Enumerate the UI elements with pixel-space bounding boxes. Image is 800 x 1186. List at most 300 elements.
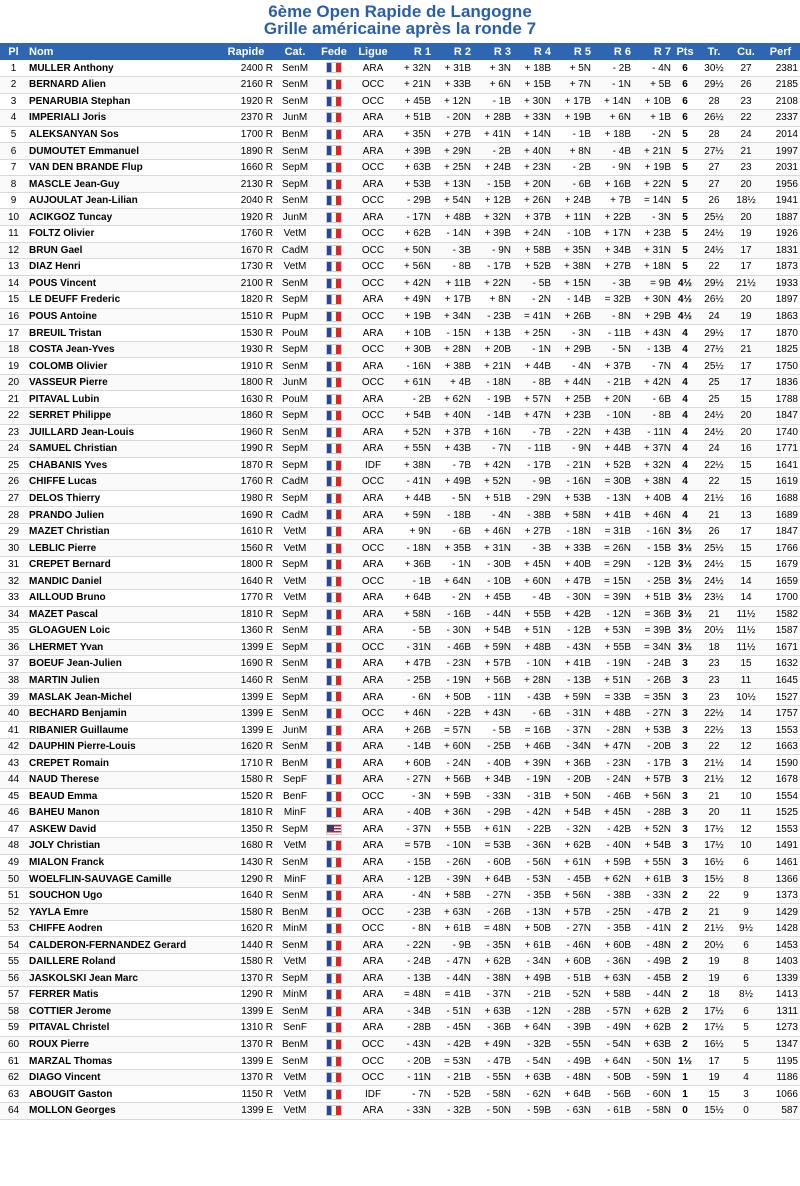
- cell-pts: 3: [673, 755, 697, 772]
- cell-rapide: 2130 R: [217, 176, 275, 193]
- cell-perf: 1933: [761, 275, 800, 292]
- cell-r5: - 22N: [553, 424, 593, 441]
- table-row[interactable]: [0, 937, 800, 954]
- cell-fede: [315, 788, 353, 805]
- cell-r4: + 61B: [513, 937, 553, 954]
- cell-tr: 21½: [697, 772, 731, 789]
- cell-pl: 61: [0, 1053, 27, 1070]
- cell-tr: 17½: [697, 821, 731, 838]
- table-row[interactable]: [0, 474, 800, 491]
- cell-name: PENARUBIA Stephan: [27, 93, 217, 110]
- cell-perf: 1582: [761, 606, 800, 623]
- table-row[interactable]: [0, 738, 800, 755]
- cell-r5: + 15N: [553, 275, 593, 292]
- cell-perf: 2185: [761, 77, 800, 94]
- cell-r6: + 53N: [593, 623, 633, 640]
- cell-name: MANDIC Daniel: [27, 573, 217, 590]
- cell-cat: SenM: [275, 937, 315, 954]
- france-flag-icon: [326, 774, 342, 785]
- cell-cu: 14: [731, 573, 761, 590]
- col-header-pts[interactable]: Pts: [673, 43, 697, 60]
- cell-pts: 5: [673, 192, 697, 209]
- cell-fede: [315, 407, 353, 424]
- cell-r7: - 45B: [633, 970, 673, 987]
- cell-cat: VetM: [275, 1086, 315, 1103]
- cell-ligue: ARA: [353, 937, 393, 954]
- cell-name: BOEUF Jean-Julien: [27, 656, 217, 673]
- table-row[interactable]: [0, 573, 800, 590]
- col-header-r5[interactable]: R 5: [553, 43, 593, 60]
- cell-cat: SenM: [275, 192, 315, 209]
- cell-tr: 18: [697, 639, 731, 656]
- cell-tr: 23: [697, 689, 731, 706]
- cell-pl: 46: [0, 805, 27, 822]
- table-row[interactable]: [0, 722, 800, 739]
- cell-r7: - 60N: [633, 1086, 673, 1103]
- cell-perf: 1926: [761, 225, 800, 242]
- table-row[interactable]: [0, 292, 800, 309]
- cell-r5: - 28B: [553, 1003, 593, 1020]
- cell-cu: 23: [731, 159, 761, 176]
- cell-cu: 11: [731, 672, 761, 689]
- cell-perf: 1527: [761, 689, 800, 706]
- cell-rapide: 1370 R: [217, 1069, 275, 1086]
- cell-ligue: ARA: [353, 805, 393, 822]
- cell-cu: 17: [731, 325, 761, 342]
- table-row[interactable]: [0, 987, 800, 1004]
- france-flag-icon: [326, 344, 342, 355]
- cell-fede: [315, 93, 353, 110]
- cell-rapide: 1560 R: [217, 540, 275, 557]
- france-flag-icon: [326, 162, 342, 173]
- cell-r1: - 4N: [393, 887, 433, 904]
- table-row[interactable]: [0, 77, 800, 94]
- table-row[interactable]: [0, 788, 800, 805]
- cell-rapide: 1399 E: [217, 722, 275, 739]
- cell-cat: SenM: [275, 672, 315, 689]
- cell-r7: - 28B: [633, 805, 673, 822]
- table-row[interactable]: [0, 805, 800, 822]
- cell-pl: 50: [0, 871, 27, 888]
- cell-rapide: 1610 R: [217, 523, 275, 540]
- cell-cu: 14: [731, 755, 761, 772]
- cell-ligue: OCC: [353, 540, 393, 557]
- cell-r7: - 4N: [633, 60, 673, 77]
- cell-r7: - 26B: [633, 672, 673, 689]
- cell-pl: 4: [0, 110, 27, 127]
- cell-cat: CadM: [275, 242, 315, 259]
- france-flag-icon: [326, 394, 342, 405]
- cell-perf: 1553: [761, 722, 800, 739]
- table-row[interactable]: [0, 705, 800, 722]
- table-row[interactable]: [0, 623, 800, 640]
- cell-r6: - 8N: [593, 308, 633, 325]
- table-row[interactable]: [0, 242, 800, 259]
- cell-r1: - 23B: [393, 904, 433, 921]
- table-row[interactable]: [0, 358, 800, 375]
- table-row[interactable]: [0, 656, 800, 673]
- cell-r7: + 23B: [633, 225, 673, 242]
- cell-name: MAZET Pascal: [27, 606, 217, 623]
- cell-r1: - 2B: [393, 391, 433, 408]
- cell-perf: 1347: [761, 1036, 800, 1053]
- cell-cat: CadM: [275, 507, 315, 524]
- france-flag-icon: [326, 956, 342, 967]
- cell-r1: = 48N: [393, 987, 433, 1004]
- cell-ligue: OCC: [353, 192, 393, 209]
- cell-r5: + 58N: [553, 507, 593, 524]
- cell-pts: 3: [673, 854, 697, 871]
- cell-r3: - 11N: [473, 689, 513, 706]
- table-row[interactable]: [0, 407, 800, 424]
- cell-r1: + 42N: [393, 275, 433, 292]
- cell-fede: [315, 1069, 353, 1086]
- col-header-tr[interactable]: Tr.: [697, 43, 731, 60]
- cell-ligue: IDF: [353, 1086, 393, 1103]
- cell-r4: - 35B: [513, 887, 553, 904]
- cell-cat: SepM: [275, 556, 315, 573]
- table-row[interactable]: [0, 308, 800, 325]
- cell-cat: MinF: [275, 871, 315, 888]
- cell-r3: - 55N: [473, 1069, 513, 1086]
- cell-pl: 44: [0, 772, 27, 789]
- cell-r4: - 3B: [513, 540, 553, 557]
- col-header-r4[interactable]: R 4: [513, 43, 553, 60]
- cell-r4: - 29N: [513, 490, 553, 507]
- cell-r3: = 48N: [473, 920, 513, 937]
- table-row[interactable]: [0, 159, 800, 176]
- cell-rapide: 1920 R: [217, 93, 275, 110]
- cell-perf: 2381: [761, 60, 800, 77]
- table-row[interactable]: [0, 838, 800, 855]
- cell-pts: 1½: [673, 1053, 697, 1070]
- table-row[interactable]: [0, 1069, 800, 1086]
- cell-r1: + 47B: [393, 656, 433, 673]
- cell-name: PITAVAL Lubin: [27, 391, 217, 408]
- cell-r3: + 61N: [473, 821, 513, 838]
- col-header-rapide[interactable]: Rapide: [217, 43, 275, 60]
- col-header-perf[interactable]: Perf: [761, 43, 800, 60]
- table-header-row: [0, 43, 800, 60]
- cell-cat: VetM: [275, 225, 315, 242]
- table-row[interactable]: [0, 672, 800, 689]
- cell-r1: - 16N: [393, 358, 433, 375]
- cell-tr: 15: [697, 1086, 731, 1103]
- cell-fede: [315, 937, 353, 954]
- table-row[interactable]: [0, 341, 800, 358]
- table-row[interactable]: [0, 1102, 800, 1119]
- cell-tr: 28: [697, 93, 731, 110]
- cell-r1: + 30B: [393, 341, 433, 358]
- cell-pl: 40: [0, 705, 27, 722]
- cell-r1: - 15B: [393, 854, 433, 871]
- cell-r5: + 53B: [553, 490, 593, 507]
- cell-perf: 1689: [761, 507, 800, 524]
- table-row[interactable]: [0, 606, 800, 623]
- cell-r4: + 51N: [513, 623, 553, 640]
- cell-r4: - 2N: [513, 292, 553, 309]
- cell-r5: + 36B: [553, 755, 593, 772]
- cell-tr: 24½: [697, 556, 731, 573]
- table-row[interactable]: [0, 259, 800, 276]
- cell-pts: 2: [673, 887, 697, 904]
- cell-pl: 17: [0, 325, 27, 342]
- table-row[interactable]: [0, 93, 800, 110]
- cell-r7: = 35N: [633, 689, 673, 706]
- cell-pl: 3: [0, 93, 27, 110]
- cell-pl: 23: [0, 424, 27, 441]
- cell-name: ACIKGOZ Tuncay: [27, 209, 217, 226]
- cell-ligue: IDF: [353, 457, 393, 474]
- table-row[interactable]: [0, 772, 800, 789]
- cell-name: BECHARD Benjamin: [27, 705, 217, 722]
- table-row[interactable]: [0, 871, 800, 888]
- cell-perf: 1941: [761, 192, 800, 209]
- table-row[interactable]: [0, 689, 800, 706]
- cell-ligue: ARA: [353, 60, 393, 77]
- cell-tr: 20½: [697, 937, 731, 954]
- cell-r5: - 49B: [553, 1053, 593, 1070]
- cell-r1: + 32N: [393, 60, 433, 77]
- cell-r7: - 58N: [633, 1102, 673, 1119]
- cell-cat: SenM: [275, 275, 315, 292]
- cell-cat: SepM: [275, 689, 315, 706]
- cell-rapide: 1370 R: [217, 1036, 275, 1053]
- cell-perf: 2014: [761, 126, 800, 143]
- table-row[interactable]: [0, 1003, 800, 1020]
- cell-r7: + 43N: [633, 325, 673, 342]
- cell-r5: + 61N: [553, 854, 593, 871]
- cell-r1: - 13B: [393, 970, 433, 987]
- cell-r6: - 49N: [593, 1020, 633, 1037]
- cell-r7: + 31N: [633, 242, 673, 259]
- table-row[interactable]: [0, 374, 800, 391]
- cell-pl: 45: [0, 788, 27, 805]
- cell-r5: - 45B: [553, 871, 593, 888]
- cell-r4: - 7B: [513, 424, 553, 441]
- cell-fede: [315, 523, 353, 540]
- cell-rapide: 1460 R: [217, 672, 275, 689]
- cell-cat: SepM: [275, 341, 315, 358]
- cell-tr: 24½: [697, 424, 731, 441]
- col-header-fede[interactable]: Fede: [315, 43, 353, 60]
- table-row[interactable]: [0, 424, 800, 441]
- cell-ligue: OCC: [353, 474, 393, 491]
- table-row[interactable]: [0, 441, 800, 458]
- cell-tr: 22½: [697, 722, 731, 739]
- cell-name: POUS Antoine: [27, 308, 217, 325]
- cell-pl: 47: [0, 821, 27, 838]
- col-header-cat[interactable]: Cat.: [275, 43, 315, 60]
- cell-r1: + 38N: [393, 457, 433, 474]
- cell-pts: 2: [673, 970, 697, 987]
- cell-tr: 22: [697, 887, 731, 904]
- cell-r5: + 59N: [553, 689, 593, 706]
- cell-ligue: ARA: [353, 887, 393, 904]
- table-row[interactable]: [0, 887, 800, 904]
- cell-r5: + 24B: [553, 192, 593, 209]
- table-row[interactable]: [0, 209, 800, 226]
- cell-r3: + 41N: [473, 126, 513, 143]
- cell-cat: SepM: [275, 490, 315, 507]
- table-row[interactable]: [0, 954, 800, 971]
- cell-pts: 4: [673, 490, 697, 507]
- cell-r4: - 42N: [513, 805, 553, 822]
- cell-cu: 20: [731, 424, 761, 441]
- table-row[interactable]: [0, 126, 800, 143]
- table-row[interactable]: [0, 110, 800, 127]
- table-row[interactable]: [0, 854, 800, 871]
- cell-name: MARZAL Thomas: [27, 1053, 217, 1070]
- cell-r5: - 55N: [553, 1036, 593, 1053]
- table-row[interactable]: [0, 192, 800, 209]
- table-row[interactable]: [0, 225, 800, 242]
- table-row[interactable]: [0, 176, 800, 193]
- cell-r6: = 29N: [593, 556, 633, 573]
- cell-r6: - 25N: [593, 904, 633, 921]
- france-flag-icon: [326, 1056, 342, 1067]
- cell-r3: = 53B: [473, 838, 513, 855]
- table-row[interactable]: [0, 60, 800, 77]
- cell-ligue: OCC: [353, 904, 393, 921]
- cell-rapide: 1399 E: [217, 1003, 275, 1020]
- table-row[interactable]: [0, 457, 800, 474]
- cell-r4: - 8B: [513, 374, 553, 391]
- cell-r3: + 64B: [473, 871, 513, 888]
- table-row[interactable]: [0, 391, 800, 408]
- table-row[interactable]: [0, 540, 800, 557]
- table-row[interactable]: [0, 556, 800, 573]
- cell-r7: - 15B: [633, 540, 673, 557]
- col-header-r3[interactable]: R 3: [473, 43, 513, 60]
- cell-r1: - 8N: [393, 920, 433, 937]
- cell-r3: + 56B: [473, 672, 513, 689]
- table-row[interactable]: [0, 1036, 800, 1053]
- cell-cat: SepM: [275, 639, 315, 656]
- cell-pts: 3½: [673, 556, 697, 573]
- cell-tr: 27½: [697, 341, 731, 358]
- col-header-pl[interactable]: Pl: [0, 43, 27, 60]
- cell-r4: + 50B: [513, 920, 553, 937]
- cell-fede: [315, 143, 353, 160]
- table-row[interactable]: [0, 143, 800, 160]
- cell-r1: - 18N: [393, 540, 433, 557]
- cell-fede: [315, 871, 353, 888]
- cell-pts: 4: [673, 507, 697, 524]
- cell-r5: - 1B: [553, 126, 593, 143]
- col-header-cu[interactable]: Cu.: [731, 43, 761, 60]
- cell-r6: = 32B: [593, 292, 633, 309]
- cell-r5: - 37N: [553, 722, 593, 739]
- cell-fede: [315, 275, 353, 292]
- table-row[interactable]: [0, 590, 800, 607]
- cell-fede: [315, 954, 353, 971]
- cell-cu: 15: [731, 656, 761, 673]
- table-row[interactable]: [0, 1020, 800, 1037]
- table-row[interactable]: [0, 821, 800, 838]
- cell-ligue: ARA: [353, 738, 393, 755]
- france-flag-icon: [326, 509, 342, 520]
- cell-r3: + 12B: [473, 192, 513, 209]
- table-row[interactable]: [0, 325, 800, 342]
- table-row[interactable]: [0, 755, 800, 772]
- cell-r7: + 1B: [633, 110, 673, 127]
- col-header-r7[interactable]: R 7: [633, 43, 673, 60]
- cell-pts: 5: [673, 259, 697, 276]
- cell-cat: MinM: [275, 920, 315, 937]
- cell-pts: 3: [673, 705, 697, 722]
- cell-pl: 60: [0, 1036, 27, 1053]
- table-row[interactable]: [0, 920, 800, 937]
- cell-pts: 2: [673, 920, 697, 937]
- cell-name: JOLY Christian: [27, 838, 217, 855]
- table-row[interactable]: [0, 490, 800, 507]
- cell-ligue: ARA: [353, 176, 393, 193]
- col-header-nom[interactable]: Nom: [27, 43, 217, 60]
- cell-ligue: ARA: [353, 672, 393, 689]
- cell-r1: - 33N: [393, 1102, 433, 1119]
- cell-fede: [315, 573, 353, 590]
- table-row[interactable]: [0, 970, 800, 987]
- cell-perf: 1525: [761, 805, 800, 822]
- table-row[interactable]: [0, 1053, 800, 1070]
- col-header-ligue[interactable]: Ligue: [353, 43, 393, 60]
- cell-r6: + 43B: [593, 424, 633, 441]
- cell-pl: 5: [0, 126, 27, 143]
- cell-r3: + 39B: [473, 225, 513, 242]
- cell-r3: - 38N: [473, 970, 513, 987]
- cell-name: DELOS Thierry: [27, 490, 217, 507]
- cell-r2: + 48B: [433, 209, 473, 226]
- cell-cu: 17: [731, 358, 761, 375]
- cell-pl: 7: [0, 159, 27, 176]
- cell-perf: 1771: [761, 441, 800, 458]
- cell-r6: - 50B: [593, 1069, 633, 1086]
- france-flag-icon: [326, 907, 342, 918]
- cell-r5: + 41B: [553, 656, 593, 673]
- cell-r2: - 2N: [433, 590, 473, 607]
- cell-perf: 1619: [761, 474, 800, 491]
- cell-r6: - 3B: [593, 275, 633, 292]
- cell-perf: 1847: [761, 523, 800, 540]
- table-row[interactable]: [0, 904, 800, 921]
- table-row[interactable]: [0, 639, 800, 656]
- cell-name: LHERMET Yvan: [27, 639, 217, 656]
- col-header-r1[interactable]: R 1: [393, 43, 433, 60]
- table-row[interactable]: [0, 1086, 800, 1103]
- cell-tr: 21: [697, 507, 731, 524]
- col-header-r6[interactable]: R 6: [593, 43, 633, 60]
- cell-r2: - 1N: [433, 556, 473, 573]
- table-row[interactable]: [0, 507, 800, 524]
- cell-fede: [315, 391, 353, 408]
- cell-r6: - 54N: [593, 1036, 633, 1053]
- cell-rapide: 1690 R: [217, 507, 275, 524]
- cell-r7: - 49B: [633, 954, 673, 971]
- cell-pts: 4: [673, 424, 697, 441]
- table-row[interactable]: [0, 275, 800, 292]
- cell-name: MASLAK Jean-Michel: [27, 689, 217, 706]
- col-header-r2[interactable]: R 2: [433, 43, 473, 60]
- cell-ligue: ARA: [353, 1003, 393, 1020]
- cell-pts: 4½: [673, 308, 697, 325]
- cell-r3: - 1B: [473, 93, 513, 110]
- cell-r1: - 5B: [393, 623, 433, 640]
- table-row[interactable]: [0, 523, 800, 540]
- france-flag-icon: [326, 543, 342, 554]
- cell-r1: + 44B: [393, 490, 433, 507]
- cell-rapide: 1800 R: [217, 556, 275, 573]
